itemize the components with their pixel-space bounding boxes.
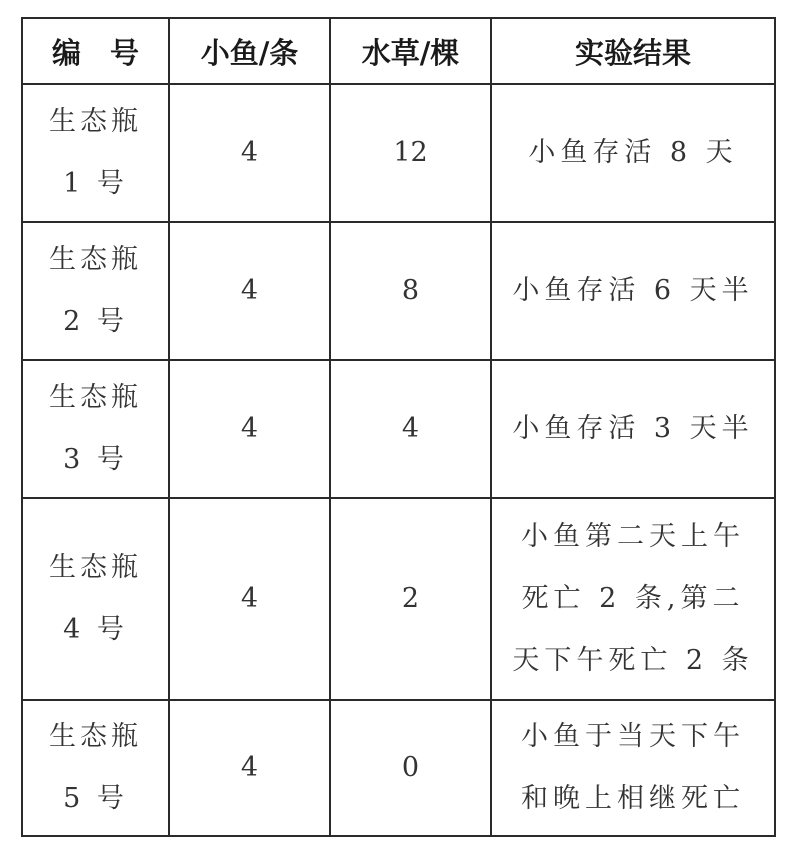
header-result: 实验结果 [491, 18, 775, 84]
experiment-table [21, 17, 776, 837]
bottle-id: 生态瓶 1 号 [49, 106, 142, 199]
table-row [22, 84, 775, 222]
cell-plants [330, 498, 491, 700]
table-row [22, 700, 775, 836]
bottle-id: 生态瓶 2 号 [49, 244, 142, 337]
plant-count: 2 [401, 583, 420, 614]
cell-id [22, 84, 169, 222]
fish-count: 4 [240, 752, 259, 783]
bottle-id: 生态瓶 3 号 [49, 382, 142, 475]
cell-plants [330, 84, 491, 222]
plant-count: 4 [401, 413, 420, 444]
cell-result [491, 360, 775, 498]
fish-count: 4 [240, 137, 259, 168]
fish-count: 4 [240, 413, 259, 444]
cell-result [491, 498, 775, 700]
bottle-id: 生态瓶 4 号 [49, 552, 142, 645]
cell-id [22, 222, 169, 360]
header-id: 编 号 [22, 18, 169, 84]
cell-fish [169, 360, 330, 498]
bottle-id: 生态瓶 5 号 [49, 721, 142, 814]
result-text: 小鱼存活 3 天半 [512, 413, 754, 444]
result-text: 小鱼于当天下午 和晚上相继死亡 [521, 721, 745, 814]
cell-fish [169, 84, 330, 222]
header-plants: 水草/棵 [330, 18, 491, 84]
cell-plants [330, 222, 491, 360]
cell-plants [330, 700, 491, 836]
plant-count: 8 [401, 275, 420, 306]
cell-id [22, 700, 169, 836]
table-row [22, 498, 775, 700]
cell-fish [169, 498, 330, 700]
header-fish: 小鱼/条 [169, 18, 330, 84]
cell-result [491, 222, 775, 360]
header-row [22, 18, 775, 84]
cell-fish [169, 222, 330, 360]
result-text: 小鱼存活 8 天 [528, 137, 738, 168]
cell-result [491, 700, 775, 836]
result-text: 小鱼存活 6 天半 [512, 275, 754, 306]
cell-id [22, 360, 169, 498]
fish-count: 4 [240, 275, 259, 306]
plant-count: 0 [401, 752, 420, 783]
table-row [22, 360, 775, 498]
plant-count: 12 [393, 137, 428, 168]
cell-fish [169, 700, 330, 836]
cell-id [22, 498, 169, 700]
cell-plants [330, 360, 491, 498]
table-row [22, 222, 775, 360]
result-text: 小鱼第二天上午 死亡 2 条,第二 天下午死亡 2 条 [512, 521, 754, 676]
fish-count: 4 [240, 583, 259, 614]
cell-result [491, 84, 775, 222]
